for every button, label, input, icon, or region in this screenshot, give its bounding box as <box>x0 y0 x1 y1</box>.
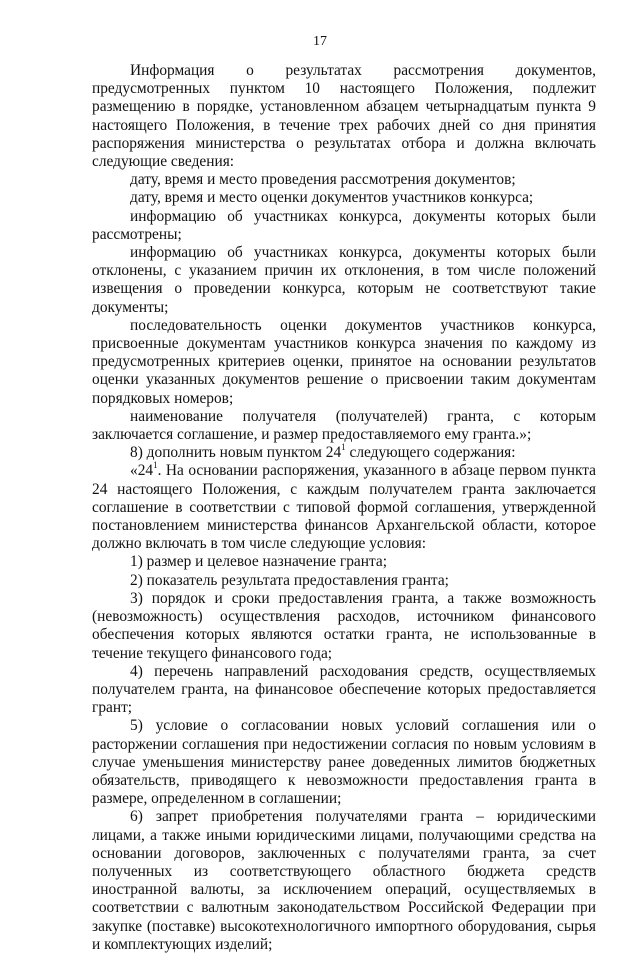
paragraph-text: информацию об участниках конкурса, документы которых были отклонены, с указанием причин их отклонения, в том числе положений извещения о проведении конкурса, которым не соответствуют такие документы; <box>92 244 596 316</box>
paragraph-text: . На основании распоряжения, указанного в абзаце первом пункта 24 настоящего Положения, с каждым получателем гранта заключается соглашение в соответствии с типовой формой соглашения, утвержденной постановлением министерства финансов Архангельской области, которое должно включать в том числе следующие условия: <box>92 462 596 553</box>
paragraph-text: «24 <box>130 462 154 480</box>
paragraph <box>92 244 596 317</box>
paragraph <box>92 444 596 462</box>
paragraph-text: 1) размер и целевое назначение гранта; <box>130 553 387 571</box>
paragraph-text: информацию об участниках конкурса, документы которых были рассмотрены; <box>92 207 596 243</box>
paragraph-text: следующего содержания: <box>345 444 516 462</box>
paragraph <box>92 553 596 571</box>
paragraph-text: наименование получателя (получателей) гранта, с которым заключается соглашение, и размер предоставляемого ему гранта.»; <box>92 407 596 444</box>
paragraph-text: 3) порядок и сроки предоставления гранта, а также возможность (невозможность) осуществления расходов, источником финансового обеспечения которых являются остатки гранта, не использованные в течение текущего финансового года; <box>92 589 596 662</box>
document-body <box>92 62 596 954</box>
paragraph-text: 8) дополнить новым пунктом 24 <box>130 444 342 462</box>
paragraph <box>92 62 596 171</box>
paragraph-text: дату, время и место проведения рассмотрения документов; <box>130 171 516 189</box>
paragraph-text: 6) запрет приобретения получателями гранта – юридическими лицами, а также иными юридическими лицами, получающими средства на основании договоров, заключенных с получателями гранта, за счет полученных из соответствующего областного бюджета средств иностранной валюты, за исключением операций, осуществляемых в соответствии с валютным законодательством Российской Федерации при закупке (поставке) высокотехнологичного импортного оборудования, сырья и комплектующих изделий; <box>92 808 596 953</box>
paragraph <box>92 572 596 590</box>
paragraph-text: 5) условие о согласовании новых условий соглашения или о расторжении соглашения при недостижении согласия по новым условиям в случае уменьшения министерству ранее доведенных лимитов бюджетных обязательств, приводящего к невозможности предоставления гранта в размере, определенном в соглашении; <box>92 717 596 808</box>
paragraph <box>92 462 596 553</box>
paragraph-text: 4) перечень направлений расходования средств, осуществляемых получателем гранта, на финансовое обеспечение которых предоставляется грант; <box>92 662 596 717</box>
paragraph <box>92 717 596 808</box>
page-number: 17 <box>313 34 327 49</box>
paragraph <box>92 317 596 408</box>
paragraph <box>92 590 596 663</box>
paragraph <box>92 808 596 954</box>
paragraph <box>92 189 596 207</box>
paragraph <box>92 408 596 444</box>
paragraph-text: дату, время и место оценки документов участников конкурса; <box>130 189 534 207</box>
paragraph <box>92 663 596 718</box>
paragraph <box>92 171 596 189</box>
paragraph-text: Информация о результатах рассмотрения документов, предусмотренных пунктом 10 настоящего Положения, подлежит размещению в порядке, установленном абзацем четырнадцатым пункта 9 настоящего Положения, в течение трех рабочих дней со дня принятия распоряжения министерства о результатах отбора и должна включать следующие сведения: <box>92 62 596 171</box>
paragraph-text: последовательность оценки документов участников конкурса, присвоенные документам участников конкурса значения по каждому из предусмотренных критериев оценки, принятое на основании результатов оценки указанных документов решение о присвоении таким документам порядковых номеров; <box>92 316 596 407</box>
paragraph-text: 2) показатель результата предоставления гранта; <box>130 571 449 589</box>
paragraph <box>92 208 596 244</box>
superscript: 1 <box>153 460 158 471</box>
superscript: 1 <box>341 442 346 453</box>
